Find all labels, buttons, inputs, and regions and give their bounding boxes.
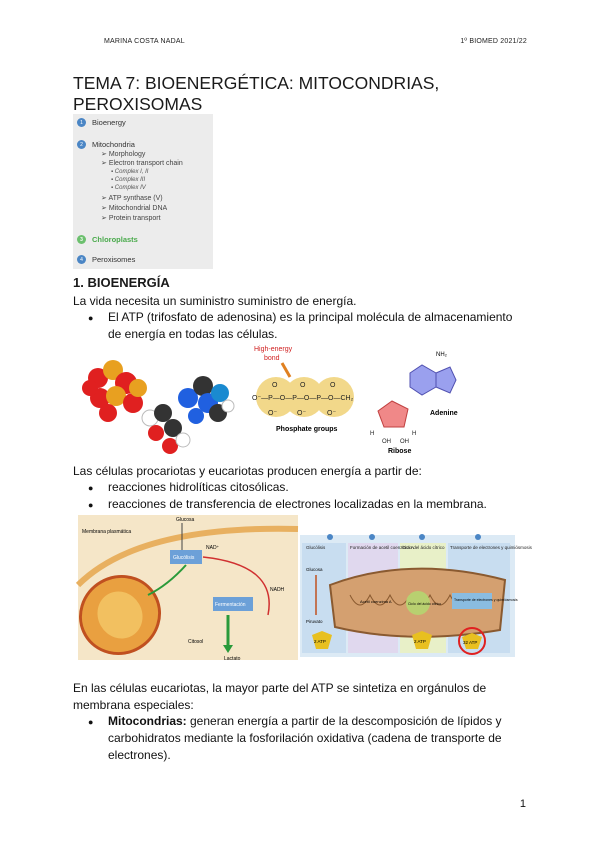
- outline-item-peroxisomes: [77, 255, 135, 264]
- paragraph-cells: Las células procariotas y eucariotas producen energía a partir de:: [73, 464, 422, 478]
- outline-item-bioenergy: [77, 118, 126, 127]
- lactate-label: Lactato: [224, 656, 241, 662]
- outline-item-label: Bioenergy: [92, 118, 126, 127]
- nh2-label: NH₂: [436, 352, 447, 358]
- outline-sub-protein: ➢ Protein transport: [101, 215, 161, 222]
- outline-complex-3: ▪ Complex IV: [111, 185, 146, 191]
- outline-sub-morphology: ➢ Morphology: [101, 151, 146, 158]
- ribose-label: Ribose: [388, 448, 412, 455]
- etc-box-label: Transporte de electrones y quimiósmosis: [454, 598, 518, 602]
- outline-sub-atp: ➢ ATP synthase (V): [101, 195, 163, 202]
- svg-text:H: H: [370, 431, 375, 437]
- phosphate-groups-label: Phosphate groups: [276, 426, 338, 433]
- bullet-hydrolytic: ● reacciones hidrolíticas citosólicas.: [108, 479, 289, 496]
- svg-text:O⁻: O⁻: [268, 410, 278, 417]
- intro-paragraph: La vida necesita un suministro suministro de energía.: [73, 294, 357, 308]
- adenine-ring-a: [410, 365, 436, 395]
- phosphate-atoms: [82, 360, 147, 422]
- page-number: 1: [519, 798, 526, 810]
- outline-box: [73, 114, 213, 269]
- svg-text:H: H: [412, 431, 417, 437]
- fermentation-label: Fermentación: [215, 602, 246, 608]
- svg-text:O: O: [330, 382, 336, 389]
- adenine-label: Adenine: [430, 410, 458, 417]
- atp-yield-3: 32 ATP: [463, 640, 478, 645]
- pyruvate-label: Piruvato: [306, 619, 323, 624]
- membrane-label: Membrana plasmática: [82, 529, 132, 535]
- col-glycolysis-label: Glucólisis: [306, 545, 326, 550]
- acetyl-coa-label: Acetil coenzima A: [360, 599, 392, 604]
- col-etc-label: Transporte de electrones y quimiósmosis: [450, 545, 532, 550]
- number-badge: 4: [77, 255, 86, 264]
- bullet-definition: generan energía a partir de la descomposición de lípidos y carbohidratos mediante la fosforilación oxidativa (cadena de transporte de electrones).: [108, 714, 502, 762]
- outline-item-label: Peroxisomes: [92, 255, 136, 264]
- outline-sub-etc: ➢ Electron transport chain: [101, 160, 183, 167]
- svg-text:O⁻—P—O—P—O—P—O—CH₂: O⁻—P—O—P—O—P—O—CH₂: [252, 395, 354, 402]
- bullet-electron-transfer: ● reacciones de transferencia de electrones localizadas en la membrana.: [108, 496, 487, 513]
- section-heading: 1. BIOENERGÍA: [73, 275, 170, 290]
- glycolysis-label: Glucólisis: [173, 555, 195, 561]
- header-author: MARINA COSTA NADAL: [104, 38, 185, 45]
- header-course: 1º BIOMED 2021/22: [460, 38, 527, 45]
- ribose-ring: [378, 401, 408, 427]
- outline-complex-1: ▪ Complex I, II: [111, 169, 149, 175]
- bullet-mitochondria: [108, 713, 513, 764]
- svg-text:O⁻: O⁻: [327, 410, 337, 417]
- high-energy-label: High-energy: [254, 346, 293, 353]
- outline-item-mitochondria: [77, 140, 135, 149]
- cell-metabolism-diagram: [78, 515, 298, 660]
- paragraph-eukaryotes: En las células eucariotas, la mayor parte del ATP se sintetiza en orgánulos de membrana especiales:: [73, 681, 487, 712]
- col-krebs-label: Ciclo del ácido cítrico: [402, 545, 445, 550]
- atp-structure-diagram: [250, 343, 485, 461]
- outline-item-label: Mitochondria: [92, 140, 135, 149]
- number-badge: 3: [77, 235, 86, 244]
- nadh-label: NADH: [270, 587, 285, 593]
- atp-yield-2: 2 ATP: [414, 639, 426, 644]
- glucose-label: Glucosa: [176, 517, 195, 523]
- nad-label: NAD⁺: [206, 545, 220, 551]
- svg-text:O⁻: O⁻: [297, 410, 307, 417]
- svg-text:O: O: [272, 382, 278, 389]
- cellular-respiration-diagram: [300, 535, 532, 657]
- outline-complex-2: ▪ Complex III: [111, 177, 146, 183]
- number-badge: 2: [77, 140, 86, 149]
- svg-text:OH: OH: [382, 439, 391, 445]
- bullet-term: Mitocondrias:: [108, 714, 187, 728]
- number-badge: 1: [77, 118, 86, 127]
- svg-text:O: O: [300, 382, 306, 389]
- svg-text:OH: OH: [400, 439, 409, 445]
- adenine-ring-b: [436, 367, 456, 393]
- ribose-atoms: [142, 404, 190, 454]
- adenine-atoms: [178, 376, 234, 424]
- atp-3d-model: [78, 348, 238, 458]
- outline-item-chloroplasts: [77, 235, 138, 244]
- outline-sub-dna: ➢ Mitochondrial DNA: [101, 205, 168, 212]
- bullet-atp: ● El ATP (trifosfato de adenosina) es la principal molécula de almacenamiento de energía en todas las células.: [108, 309, 528, 343]
- cytosol-label: Citosol: [188, 639, 204, 645]
- outline-item-label: Chloroplasts: [92, 235, 138, 244]
- page-title: TEMA 7: BIOENERGÉTICA: MITOCONDRIAS, PEROXISOMAS: [73, 73, 440, 114]
- bond-label: bond: [264, 355, 280, 362]
- atp-yield-1: 2 ATP: [314, 639, 326, 644]
- krebs-cycle-label: Ciclo del ácido cítrico: [408, 602, 442, 606]
- col-acetyl-label: Formación de acetil coenzima A: [350, 545, 414, 550]
- glucose-label: Glucosa: [306, 567, 323, 572]
